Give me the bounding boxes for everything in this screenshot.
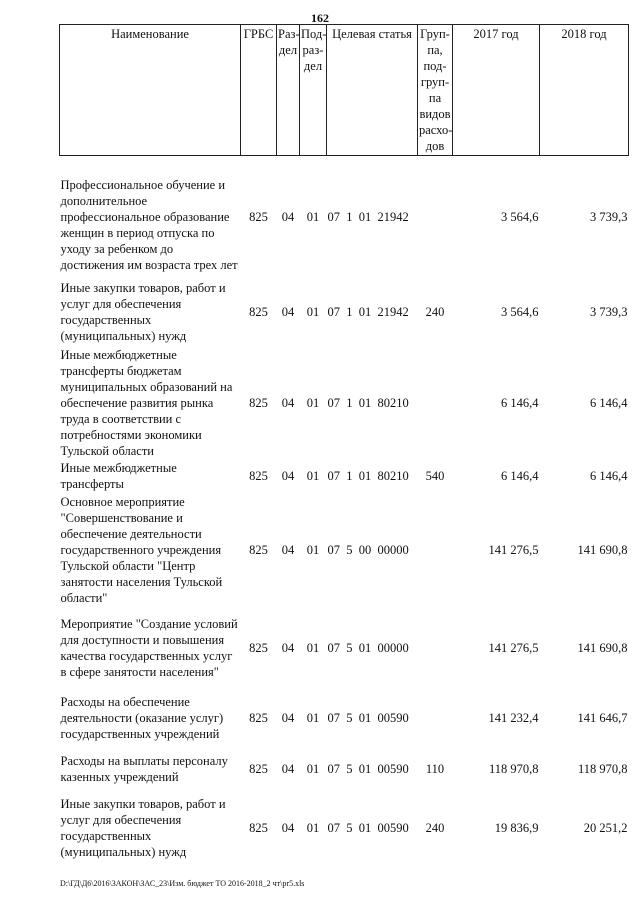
row-value-2017: 3 564,6 — [501, 305, 539, 319]
row-subsection: 01 — [306, 542, 320, 557]
row-group — [418, 493, 453, 607]
row-section: 04 — [281, 820, 295, 835]
row-value-2018: 20 251,2 — [583, 820, 628, 835]
row-target: 07 1 01 21942 — [327, 210, 409, 225]
row-grbs: 825 — [249, 305, 268, 319]
row-subsection: 01 — [306, 469, 320, 483]
row-subsection: 01 — [306, 305, 320, 319]
row-grbs: 825 — [249, 762, 268, 776]
row-group — [418, 607, 453, 689]
row-value-2018: 3 739,3 — [590, 305, 628, 319]
table-row — [60, 689, 629, 747]
table-row — [60, 747, 629, 792]
row-group: 540 — [425, 469, 445, 483]
row-section: 04 — [281, 395, 295, 410]
row-value-2017: 141 232,4 — [488, 710, 539, 725]
row-section: 04 — [281, 210, 295, 225]
header-target: Целевая статья — [327, 25, 418, 156]
header-section: Раз- дел — [277, 25, 300, 156]
row-target: 07 5 01 00590 — [327, 710, 409, 725]
row-value-2017: 3 564,6 — [501, 210, 539, 225]
row-grbs: 825 — [249, 395, 268, 410]
row-group: 240 — [425, 305, 445, 319]
row-section: 04 — [281, 305, 295, 319]
row-group: 110 — [425, 762, 445, 776]
row-section: 04 — [281, 710, 295, 725]
row-value-2017: 141 276,5 — [488, 542, 539, 557]
row-name: Иные межбюджетные трансферты — [60, 461, 177, 491]
row-grbs: 825 — [249, 469, 268, 483]
row-group — [418, 689, 453, 747]
row-value-2017: 19 836,9 — [494, 820, 539, 835]
row-value-2017: 118 970,8 — [488, 762, 539, 776]
table-row — [60, 460, 629, 493]
header-2017: 2017 год — [453, 25, 540, 156]
header-group: Груп- па, под- груп- па видов расхо- дов — [418, 25, 453, 156]
table-header-row — [60, 25, 629, 156]
row-value-2018: 141 690,8 — [577, 640, 628, 655]
row-value-2018: 6 146,4 — [590, 469, 628, 483]
row-value-2018: 118 970,8 — [577, 762, 628, 776]
row-subsection: 01 — [306, 210, 320, 225]
row-name: Расходы на обеспечение деятельности (оказание услуг) государственных учреждений — [60, 694, 224, 741]
file-path-footer: D:\ГД\Д6\2016\ЗАКОН\ЗАС_23\Изм. бюджет ТО 2016-2018_2 чт\pr5.xls — [60, 879, 305, 888]
row-target: 07 1 01 80210 — [327, 395, 409, 410]
row-value-2017: 6 146,4 — [501, 395, 539, 410]
row-name: Мероприятие "Создание условий для доступности и повышения качества государственных услуг в сфере занятости населения" — [60, 616, 238, 679]
row-grbs: 825 — [249, 640, 268, 655]
row-value-2018: 141 646,7 — [577, 710, 628, 725]
row-group — [418, 346, 453, 460]
row-section: 04 — [281, 469, 295, 483]
row-section: 04 — [281, 640, 295, 655]
row-name: Расходы на выплаты персоналу казенных учреждений — [60, 754, 228, 784]
row-value-2018: 6 146,4 — [590, 395, 628, 410]
row-value-2018: 141 690,8 — [577, 542, 628, 557]
row-target: 07 1 01 21942 — [327, 305, 409, 319]
row-name: Профессиональное обучение и дополнительное профессиональное образование женщин в период отпуска по уходу за ребенком до достижения им возраста трех лет — [60, 178, 238, 273]
row-value-2017: 141 276,5 — [488, 640, 539, 655]
table-row — [60, 607, 629, 689]
table-row — [60, 156, 629, 279]
row-subsection: 01 — [306, 640, 320, 655]
table-row — [60, 279, 629, 346]
row-grbs: 825 — [249, 710, 268, 725]
row-value-2018: 3 739,3 — [590, 210, 628, 225]
budget-table — [59, 24, 629, 864]
row-grbs: 825 — [249, 820, 268, 835]
row-target: 07 5 01 00590 — [327, 820, 409, 835]
row-name: Иные закупки товаров, работ и услуг для обеспечения государственных (муниципальных) нужд — [60, 281, 226, 343]
row-name: Основное мероприятие "Совершенствование и обеспечение деятельности государственного учреждения Тульской области "Центр занятости населения Тульской области" — [60, 494, 223, 605]
row-target: 07 5 01 00000 — [327, 640, 409, 655]
table-row — [60, 493, 629, 607]
table-row — [60, 792, 629, 864]
row-grbs: 825 — [249, 210, 268, 225]
row-subsection: 01 — [306, 710, 320, 725]
row-section: 04 — [281, 542, 295, 557]
row-grbs: 825 — [249, 542, 268, 557]
table-row — [60, 346, 629, 460]
row-name: Иные межбюджетные трансферты бюджетам муниципальных образований на обеспечение развития рынка труда в соответствии с потребностями экономики Тульской области — [60, 347, 233, 458]
header-2018: 2018 год — [540, 25, 629, 156]
row-section: 04 — [281, 762, 295, 776]
header-subsection: Под- раз- дел — [300, 25, 327, 156]
row-group: 240 — [425, 820, 445, 835]
row-value-2017: 6 146,4 — [501, 469, 539, 483]
row-subsection: 01 — [306, 820, 320, 835]
row-subsection: 01 — [306, 762, 320, 776]
row-group — [418, 156, 453, 279]
row-target: 07 5 00 00000 — [327, 542, 409, 557]
row-subsection: 01 — [306, 395, 320, 410]
page-number: 162 — [311, 11, 329, 25]
row-name: Иные закупки товаров, работ и услуг для обеспечения государственных (муниципальных) нужд — [60, 796, 226, 859]
row-target: 07 1 01 80210 — [327, 469, 409, 483]
header-grbs: ГРБС — [241, 25, 277, 156]
row-target: 07 5 01 00590 — [327, 762, 409, 776]
header-name: Наименование — [60, 25, 241, 156]
